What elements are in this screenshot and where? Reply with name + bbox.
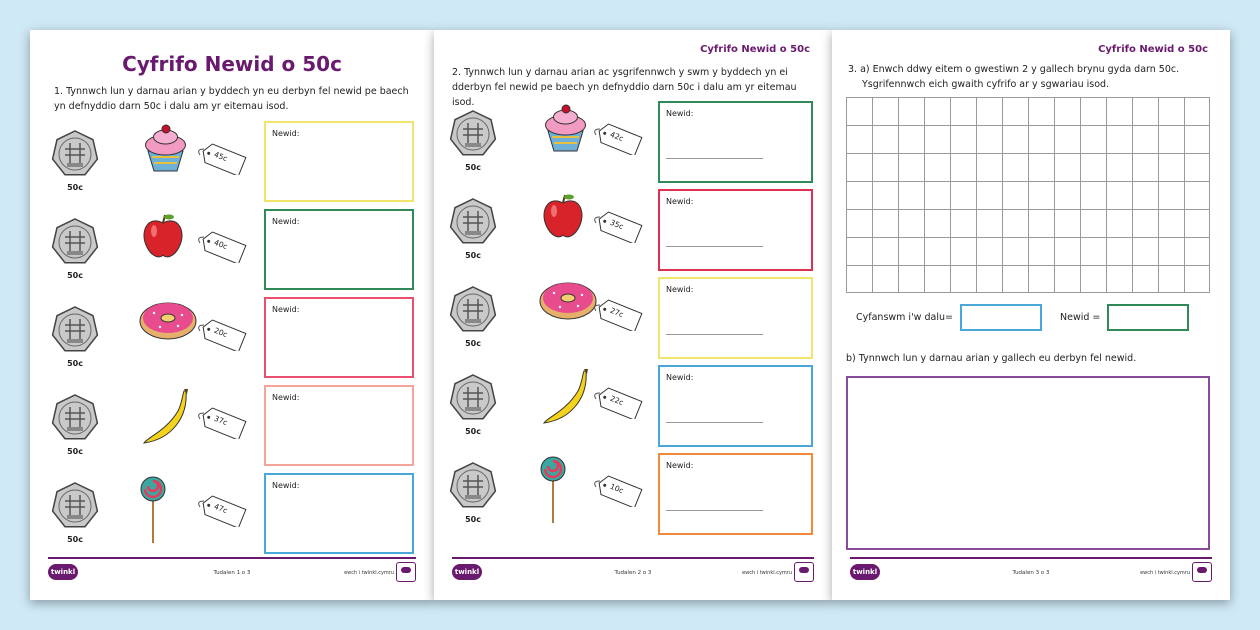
fifty-pence-coin-icon [448,373,498,423]
change-label: Newid: [666,461,694,470]
footer-website: ewch i twinkl.cymru [344,570,394,576]
page-number: Tudalen 3 o 3 [1012,570,1050,576]
change-answer-box[interactable] [264,209,414,290]
twinkl-logo: twinkl [48,564,78,580]
price-tag-icon [594,297,644,335]
change-label: Newid: [666,109,694,118]
coin-label: 50c [465,163,481,172]
page-title: Cyfrifo Newid o 50c [700,44,810,55]
coin-label: 50c [465,515,481,524]
twinkl-logo: twinkl [850,564,880,580]
instruction-text: 1. Tynnwch lun y darnau arian y byddech yn eu derbyn fel newid pe baech yn defnyddio darn 50c i dalu am yr eitemau isod. [54,86,409,112]
price-label: 47c [212,501,229,516]
total-label: Cyfanswm i'w dalu= [856,312,953,323]
change-label: Newid: [272,393,300,402]
donut-icon [538,279,598,325]
fifty-pence-coin-icon [50,217,100,267]
change-answer-box[interactable] [658,189,813,271]
change-answer-box[interactable] [658,277,813,359]
coin-label: 50c [465,339,481,348]
donut-icon [138,299,198,345]
change-answer-box[interactable] [658,101,813,183]
cupcake-icon [138,123,193,177]
change-label: Newid: [666,285,694,294]
price-tag-icon [198,317,248,355]
badge-icon [794,562,814,582]
price-label: 37c [212,413,229,428]
page-number: Tudalen 1 o 3 [213,570,251,576]
worksheet-page-2 [434,30,832,600]
price-label: 35c [608,217,625,232]
question-a-text: 3. a) Enwch ddwy eitem o gwestiwn 2 y gallech brynu gyda darn 50c. [848,64,1180,75]
coin-label: 50c [465,251,481,260]
apple-icon [538,191,588,245]
fifty-pence-coin-icon [50,129,100,179]
answer-line [666,158,763,159]
change-answer-box[interactable] [264,297,414,378]
worksheet-page-3 [832,30,1230,600]
badge-icon [1192,562,1212,582]
coin-label: 50c [67,447,83,456]
page-number: Tudalen 2 o 3 [614,570,652,576]
answer-line [666,422,763,423]
question-b-text: b) Tynnwch lun y darnau arian y gallech eu derbyn fel newid. [846,353,1137,364]
price-label: 42c [608,129,625,144]
price-label: 27c [608,305,625,320]
question-a-instruction: Ysgrifennwch eich gwaith cyfrifo ar y sgwariau isod. [862,79,1110,90]
change-answer-box[interactable] [264,121,414,202]
footer-divider [452,557,814,559]
price-label: 45c [212,149,229,164]
price-label: 40c [212,237,229,252]
apple-icon [138,211,188,265]
change-answer-box[interactable] [658,453,813,535]
fifty-pence-coin-icon [448,461,498,511]
price-label: 22c [608,393,625,408]
fifty-pence-coin-icon [448,109,498,159]
answer-line [666,334,763,335]
change-label: Newid: [666,373,694,382]
total-answer-box[interactable] [960,304,1042,331]
price-tag-icon [594,385,644,423]
footer-divider [850,557,1212,559]
twinkl-logo: twinkl [452,564,482,580]
price-tag-icon [594,121,644,159]
coin-label: 50c [465,427,481,436]
change-label: Newid = [1060,312,1101,323]
page-title: Cyfrifo Newid o 50c [1098,44,1208,55]
drawing-box[interactable] [846,376,1210,550]
fifty-pence-coin-icon [50,305,100,355]
banana-icon [538,367,593,431]
change-label: Newid: [272,481,300,490]
price-tag-icon [198,141,248,179]
price-label: 10c [608,481,625,496]
worksheet-page-1 [30,30,434,600]
change-label: Newid: [272,129,300,138]
change-answer-box[interactable] [264,385,414,466]
answer-line [666,246,763,247]
price-tag-icon [594,209,644,247]
badge-icon [396,562,416,582]
change-label: Newid: [666,197,694,206]
price-tag-icon [198,229,248,267]
price-tag-icon [198,405,248,443]
lollipop-icon [538,455,568,529]
change-answer-box[interactable] [658,365,813,447]
page-title: Cyfrifo Newid o 50c [122,52,342,76]
footer-website: ewch i twinkl.cymru [1140,570,1190,576]
coin-label: 50c [67,271,83,280]
footer-website: ewch i twinkl.cymru [742,570,792,576]
banana-icon [138,387,193,451]
cupcake-icon [538,103,593,157]
fifty-pence-coin-icon [448,197,498,247]
lollipop-icon [138,475,168,549]
change-label: Newid: [272,217,300,226]
coin-label: 50c [67,183,83,192]
change-answer-box[interactable] [264,473,414,554]
fifty-pence-coin-icon [50,481,100,531]
answer-line [666,510,763,511]
price-tag-icon [594,473,644,511]
change-label: Newid: [272,305,300,314]
footer-divider [48,557,416,559]
working-grid[interactable] [846,97,1210,293]
instruction-text: 2. Tynnwch lun y darnau arian ac ysgrifennwch y swm y byddech yn ei dderbyn fel newid pe baech yn defnyddio darn 50c i dalu am yr eitemau isod. [452,67,797,108]
fifty-pence-coin-icon [50,393,100,443]
coin-label: 50c [67,535,83,544]
coin-label: 50c [67,359,83,368]
change-answer-box[interactable] [1107,304,1189,331]
price-label: 20c [212,325,229,340]
price-tag-icon [198,493,248,531]
fifty-pence-coin-icon [448,285,498,335]
